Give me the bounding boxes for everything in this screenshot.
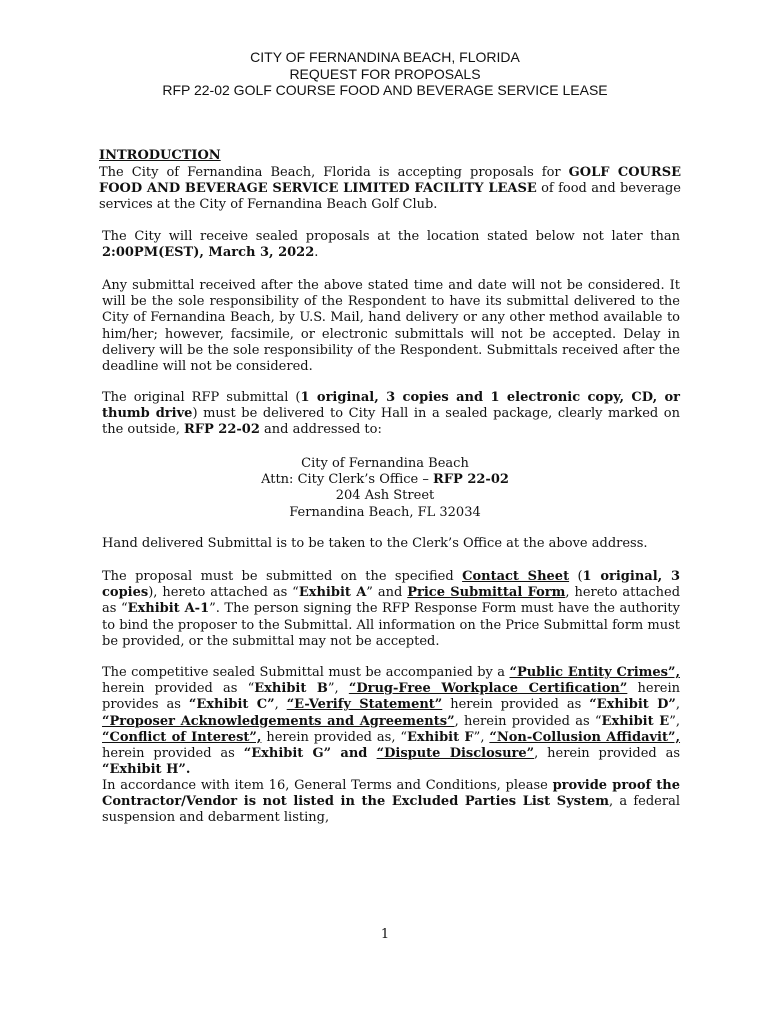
text: herein provided as [102, 746, 244, 762]
copies-required: 1 original, 3 copies and 1 electronic copy, CD, or thumb drive [102, 390, 680, 422]
text: ), hereto attached as “ [148, 585, 299, 601]
exhibit-title: “Drug-Free Workplace Certification” [348, 681, 628, 697]
address-line: 204 Ash Street [335, 488, 435, 504]
rfp-number: RFP 22-02 [183, 422, 260, 438]
address-line: City of Fernandina Beach [301, 456, 469, 471]
text: The City of Fernandina Beach, Florida is accepting proposals for [99, 165, 569, 180]
exhibit-ref: “Exhibit C” [188, 697, 275, 713]
header-rfp-title: RFP 22-02 GOLF COURSE FOOD AND BEVERAGE SERVICE LEASE [162, 82, 608, 98]
text: , hereto attached as “ [102, 585, 681, 617]
copies: 1 original, 3 copies [102, 569, 680, 601]
exhibit-title: “Public Entity Crimes”, [509, 665, 680, 680]
exhibit-title: “E-Verify Statement” [286, 697, 443, 713]
text: The proposal must be submitted on the specified [102, 569, 463, 584]
mailing-address [0, 456, 770, 521]
text: ”, [473, 729, 490, 745]
text: Attn: City Clerk’s Office – [261, 472, 433, 488]
deadline: 2:00PM(EST), March 3, 2022 [102, 245, 315, 261]
text: of food and beverage services at the City of Fernandina Beach Golf Club. [99, 181, 682, 213]
intro-paragraph-1 [99, 165, 681, 214]
text: ” and [366, 585, 408, 601]
text: . [314, 245, 319, 261]
text: , herein provided as [534, 746, 680, 762]
exhibit-ref: Exhibit E [601, 713, 670, 729]
rfp-number: RFP 22-02 [433, 472, 509, 488]
text: herein provided as, “ [261, 729, 408, 745]
text: In accordance with item 16, General Terms and Conditions, please [102, 778, 553, 793]
document-header [0, 49, 770, 99]
exhibit-ref: Exhibit F [407, 729, 474, 745]
intro-paragraph-3: Any submittal received after the above stated time and date will not be considered. It will be the sole responsibility of the Respondent to have its submittal delivered to the City of Fernandina Beach, by U.S. Mail, hand delivery or any other method available to him/her; however, facsimile, or electronic submittals will not be accepted. Delay in delivery will be the sole responsibility of the Respondent. Submittals received after the deadline will not be considered. [102, 278, 680, 375]
text: The competitive sealed Submittal must be accompanied by a [102, 665, 510, 680]
text: ”, [669, 713, 680, 729]
body-paragraph-exhibits [102, 665, 680, 778]
text: The original RFP submittal ( [102, 390, 301, 405]
text: ”, [327, 681, 349, 697]
text: , herein provided as “ [454, 713, 602, 729]
exhibit-ref: “Exhibit D” [589, 697, 676, 713]
text: , [675, 697, 680, 713]
header-rfp-type: REQUEST FOR PROPOSALS [289, 65, 481, 82]
intro-paragraph-2 [102, 229, 680, 261]
body-paragraph-hand-delivery: Hand delivered Submittal is to be taken to the Clerk’s Office at the above address. [102, 536, 648, 551]
page-number: 1 [380, 927, 390, 942]
body-paragraph-excluded-parties [102, 778, 680, 827]
address-line: Fernandina Beach, FL 32034 [289, 504, 481, 520]
exhibit-title: “Dispute Disclosure” [376, 746, 535, 762]
exhibit-ref: “Exhibit G” and [243, 746, 377, 762]
header-city: CITY OF FERNANDINA BEACH, FLORIDA [250, 49, 520, 65]
lease-title: GOLF COURSE FOOD AND BEVERAGE SERVICE LIMITED FACILITY LEASE [99, 165, 681, 197]
contact-sheet-ref: Contact Sheet [462, 569, 570, 584]
text: The City will receive sealed proposals at the location stated below not later than [102, 229, 680, 244]
text: , [274, 697, 287, 713]
text: ”. The person signing the RFP Response Form must have the authority to bind the proposer to the Submittal. All information on the Price Submittal form must be provided, or the submittal may not be accepted. [102, 601, 680, 649]
exhibit-title: “Non-Collusion Affidavit”, [489, 729, 681, 745]
exhibit-ref: Exhibit A [298, 585, 367, 601]
proof-requirement: provide proof the Contractor/Vendor is not listed in the Excluded Parties List System [102, 778, 680, 810]
text: herein provides as [102, 681, 681, 713]
introduction-heading: INTRODUCTION [99, 148, 221, 163]
text: and addressed to: [259, 422, 382, 438]
text: herein provided as “ [102, 681, 255, 697]
address-line [0, 472, 770, 488]
exhibit-ref: Exhibit B [254, 681, 328, 697]
exhibit-ref: Exhibit A-1 [127, 601, 210, 617]
exhibit-ref: “Exhibit H”. [102, 762, 191, 778]
body-paragraph-contact-sheet [102, 569, 680, 650]
text: , a federal suspension and debarment listing, [102, 794, 680, 826]
exhibit-title: “Conflict of Interest”, [102, 729, 262, 745]
exhibit-title: “Proposer Acknowledgements and Agreements” [102, 713, 455, 729]
intro-paragraph-4 [102, 390, 680, 439]
price-form-ref: Price Submittal Form [407, 585, 566, 601]
text: ( [569, 569, 583, 584]
text: ) must be delivered to City Hall in a sealed package, clearly marked on the outside, [102, 406, 681, 438]
text: herein provided as [442, 697, 590, 713]
